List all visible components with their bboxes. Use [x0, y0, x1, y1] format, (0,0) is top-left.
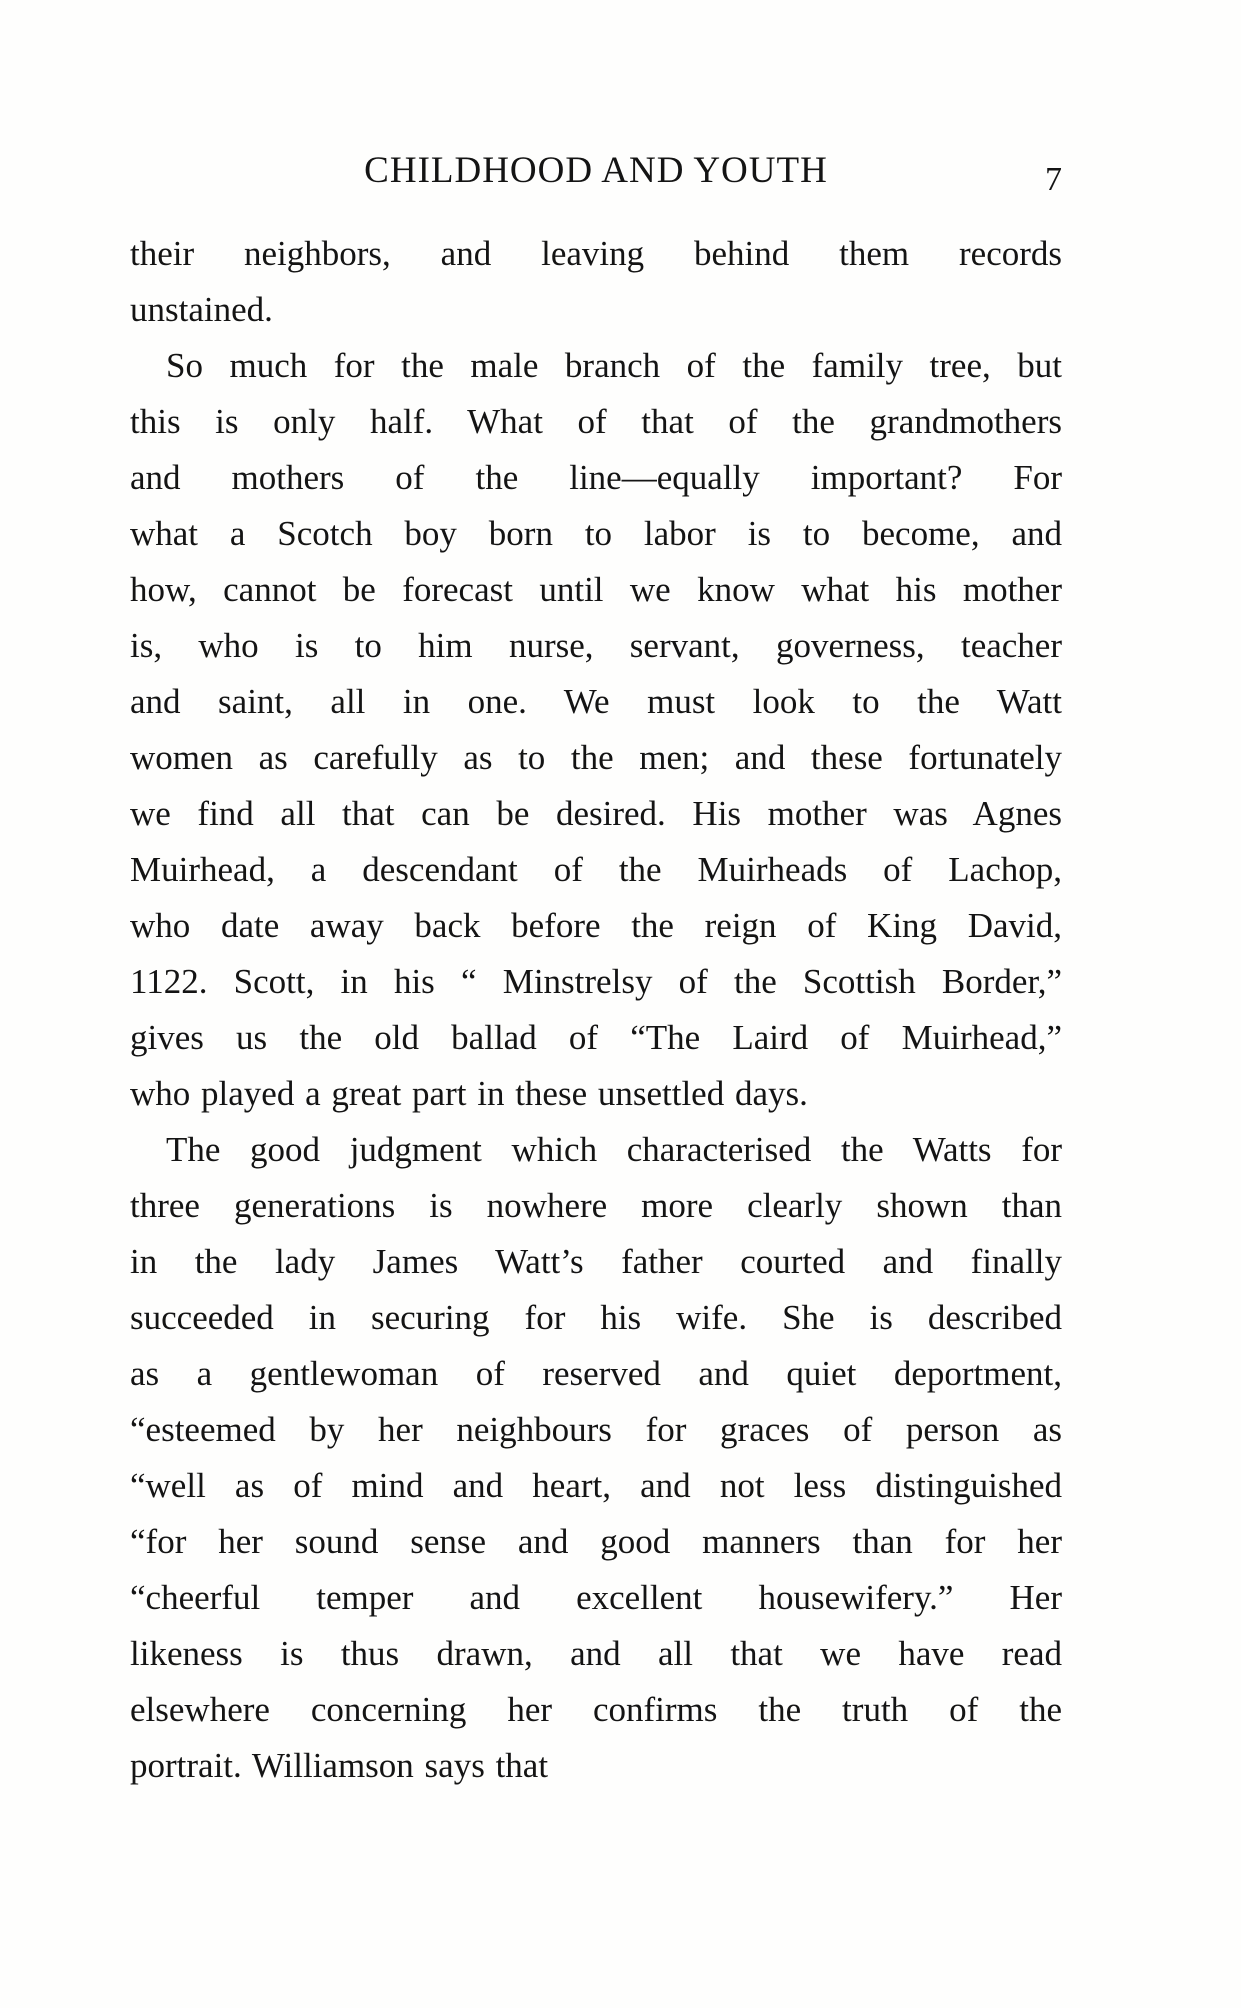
text-line: their neighbors, and leaving behind them records [130, 234, 1062, 273]
text-line: “well as of mind and heart, and not less distinguished [130, 1466, 1062, 1505]
text-line: portrait. Williamson says that [130, 1746, 549, 1785]
text-line: three generations is nowhere more clearly shown than [130, 1186, 1062, 1225]
text-line: in the lady James Watt’s father courted and finally [130, 1242, 1062, 1281]
text-line: “for her sound sense and good manners than for her [130, 1522, 1062, 1561]
text-line: women as carefully as to the men; and these fortunately [130, 738, 1062, 777]
paragraph-1 [130, 226, 1062, 338]
text-line: “esteemed by her neighbours for graces of person as [130, 1410, 1062, 1449]
text-line: gives us the old ballad of “The Laird of Muirhead,” [130, 1018, 1062, 1057]
text-line: as a gentlewoman of reserved and quiet deportment, [130, 1354, 1062, 1393]
text-line: So much for the male branch of the family tree, but [166, 346, 1062, 385]
text-line: likeness is thus drawn, and all that we have read [130, 1634, 1062, 1673]
text-line: “cheerful temper and excellent housewifery.” Her [130, 1578, 1062, 1617]
text-line: who played a great part in these unsettled days. [130, 1074, 808, 1113]
text-line: 1122. Scott, in his “ Minstrelsy of the Scottish Border,” [130, 962, 1062, 1001]
chapter-title: CHILDHOOD AND YOUTH [364, 150, 828, 191]
text-line: unstained. [130, 290, 273, 329]
page-number: 7 [1045, 161, 1062, 198]
paragraph-2 [130, 338, 1062, 1122]
text-line: elsewhere concerning her confirms the truth of the [130, 1690, 1062, 1729]
text-line: and saint, all in one. We must look to the Watt [130, 682, 1062, 721]
text-line: what a Scotch boy born to labor is to become, and [130, 514, 1062, 553]
text-line: Muirhead, a descendant of the Muirheads of Lachop, [130, 850, 1062, 889]
paragraph-3 [130, 1122, 1062, 1794]
text-line: who date away back before the reign of King David, [130, 906, 1062, 945]
text-line: we find all that can be desired. His mother was Agnes [130, 794, 1062, 833]
running-head [130, 145, 1062, 205]
text-line: is, who is to him nurse, servant, governess, teacher [130, 626, 1062, 665]
body-text [130, 226, 1062, 1794]
text-line: this is only half. What of that of the grandmothers [130, 402, 1062, 441]
text-line: how, cannot be forecast until we know what his mother [130, 570, 1062, 609]
text-line: and mothers of the line—equally important? For [130, 458, 1062, 497]
text-line: succeeded in securing for his wife. She is described [130, 1298, 1062, 1337]
text-line: The good judgment which characterised the Watts for [166, 1130, 1062, 1169]
